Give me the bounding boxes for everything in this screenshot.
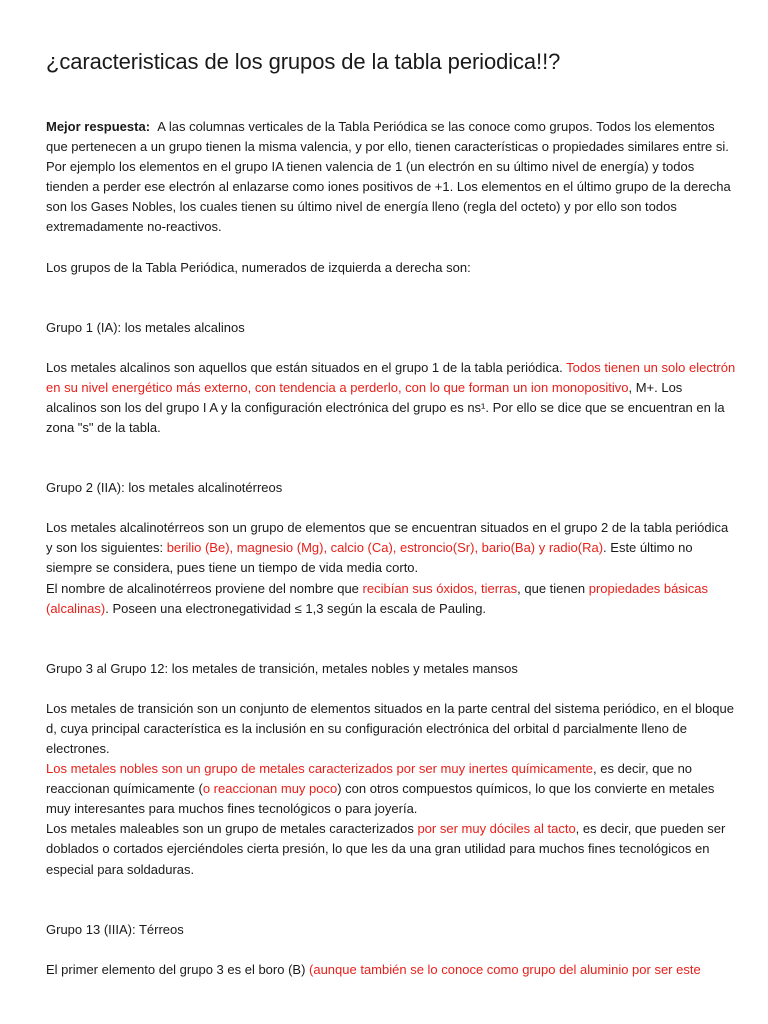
group2-elements-highlight: berilio (Be), magnesio (Mg), calcio (Ca), estroncio(Sr), bario(Ba) y radio(Ra) — [166, 540, 604, 556]
group13-paragraph — [46, 960, 736, 980]
group2-name-text-b: , que tienen — [517, 580, 589, 596]
groups-intro: Los grupos de la Tabla Periódica, numerados de izquierda a derecha son: — [46, 259, 471, 275]
group3-12-heading: Grupo 3 al Grupo 12: los metales de transición, metales nobles y metales mansos — [46, 660, 518, 676]
group2-heading: Grupo 2 (IIA): los metales alcalinotérreos — [46, 480, 283, 496]
best-answer-text: A las columnas verticales de la Tabla Periódica se las conoce como grupos. Todos los elementos que pertenecen a un grupo tienen la misma valencia, y por ello, tienen características o propiedades similares entre si. Por ejemplo los elementos en el grupo IA tienen valencia de 1 (un electrón en su último nivel de energía) y todos tienden a perder ese electrón al enlazarse como iones positivos de +1. Los elementos en el último grupo de la derecha son los Gases Nobles, los cuales tienen su último nivel de energía lleno (regla del octeto) y por ello son todos extremadamente no-reactivos. — [46, 119, 731, 235]
noble-metals-highlight: Los metales nobles son un grupo de metales caracterizados por ser muy inertes químicamente — [46, 761, 594, 777]
group1-text-b: , M+. Los alcalinos son los del grupo I A y la configuración electrónica del grupo es ns¹. Por ello se dice que se encuentran en la zona "s" de la tabla. — [46, 379, 725, 436]
group2-name-text-c: . Poseen una electronegatividad ≤ 1,3 según la escala de Pauling. — [105, 600, 487, 616]
best-answer-label: Mejor respuesta: — [46, 119, 151, 134]
group2-name-text-a: El nombre de alcalinotérreos proviene del nombre que — [46, 580, 363, 596]
malleable-text-a: Los metales maleables son un grupo de metales caracterizados — [46, 821, 418, 837]
group13-highlight: (aunque también se lo conoce como grupo del aluminio por ser este — [309, 961, 701, 977]
group2-basic-highlight: propiedades básicas (alcalinas) — [46, 580, 708, 616]
best-answer-paragraph — [46, 117, 736, 238]
answer-content — [46, 117, 736, 980]
noble-metals-text-a: , es decir, que no reaccionan químicamente ( — [46, 761, 693, 797]
malleable-highlight: por ser muy dóciles al tacto — [417, 821, 576, 837]
group2-paragraph-2 — [46, 579, 736, 619]
malleable-metals-paragraph — [46, 819, 736, 879]
transition-metals-paragraph: Los metales de transición son un conjunto de elementos situados en la parte central del sistema periódico, en el bloque d, cuya principal característica es la inclusión en su configuración electrónica del orbital d parcialmente lleno de electrones. — [46, 700, 734, 756]
group2-oxides-highlight: recibían sus óxidos, tierras — [362, 580, 518, 596]
noble-metals-paragraph — [46, 759, 736, 819]
group13-heading: Grupo 13 (IIIA): Térreos — [46, 921, 184, 937]
group2-text-a: Los metales alcalinotérreos son un grupo de elementos que se encuentran situados en el grupo 2 de la tabla periódica y son los siguientes: — [46, 520, 729, 556]
group13-text-a: El primer elemento del grupo 3 es el boro (B) — [46, 961, 310, 977]
noble-metals-text-b: ) con otros compuestos químicos, lo que los convierte en metales muy interesantes para muchos fines tecnológicos o para joyería. — [46, 781, 715, 817]
malleable-text-b: , es decir, que pueden ser doblados o cortados ejerciéndoles cierta presión, lo que les da una gran utilidad para muchos fines tecnológicos en especial para soldaduras. — [46, 821, 726, 877]
group2-paragraph-1 — [46, 518, 736, 578]
group1-highlight: Todos tienen un solo electrón en su nivel energético más externo, con tendencia a perderlo, con lo que forman un ion monopositivo — [46, 359, 736, 395]
page-title: ¿caracteristicas de los grupos de la tabla periodica!!? — [46, 49, 561, 74]
group1-text-a: Los metales alcalinos son aquellos que están situados en el grupo 1 de la tabla periódica. — [46, 359, 567, 375]
group1-paragraph — [46, 358, 736, 438]
noble-metals-highlight-2: o reaccionan muy poco — [202, 781, 338, 797]
group2-text-b: . Este último no siempre se considera, pues tiene un tiempo de vida media corto. — [46, 540, 693, 576]
group1-heading: Grupo 1 (IA): los metales alcalinos — [46, 319, 245, 335]
